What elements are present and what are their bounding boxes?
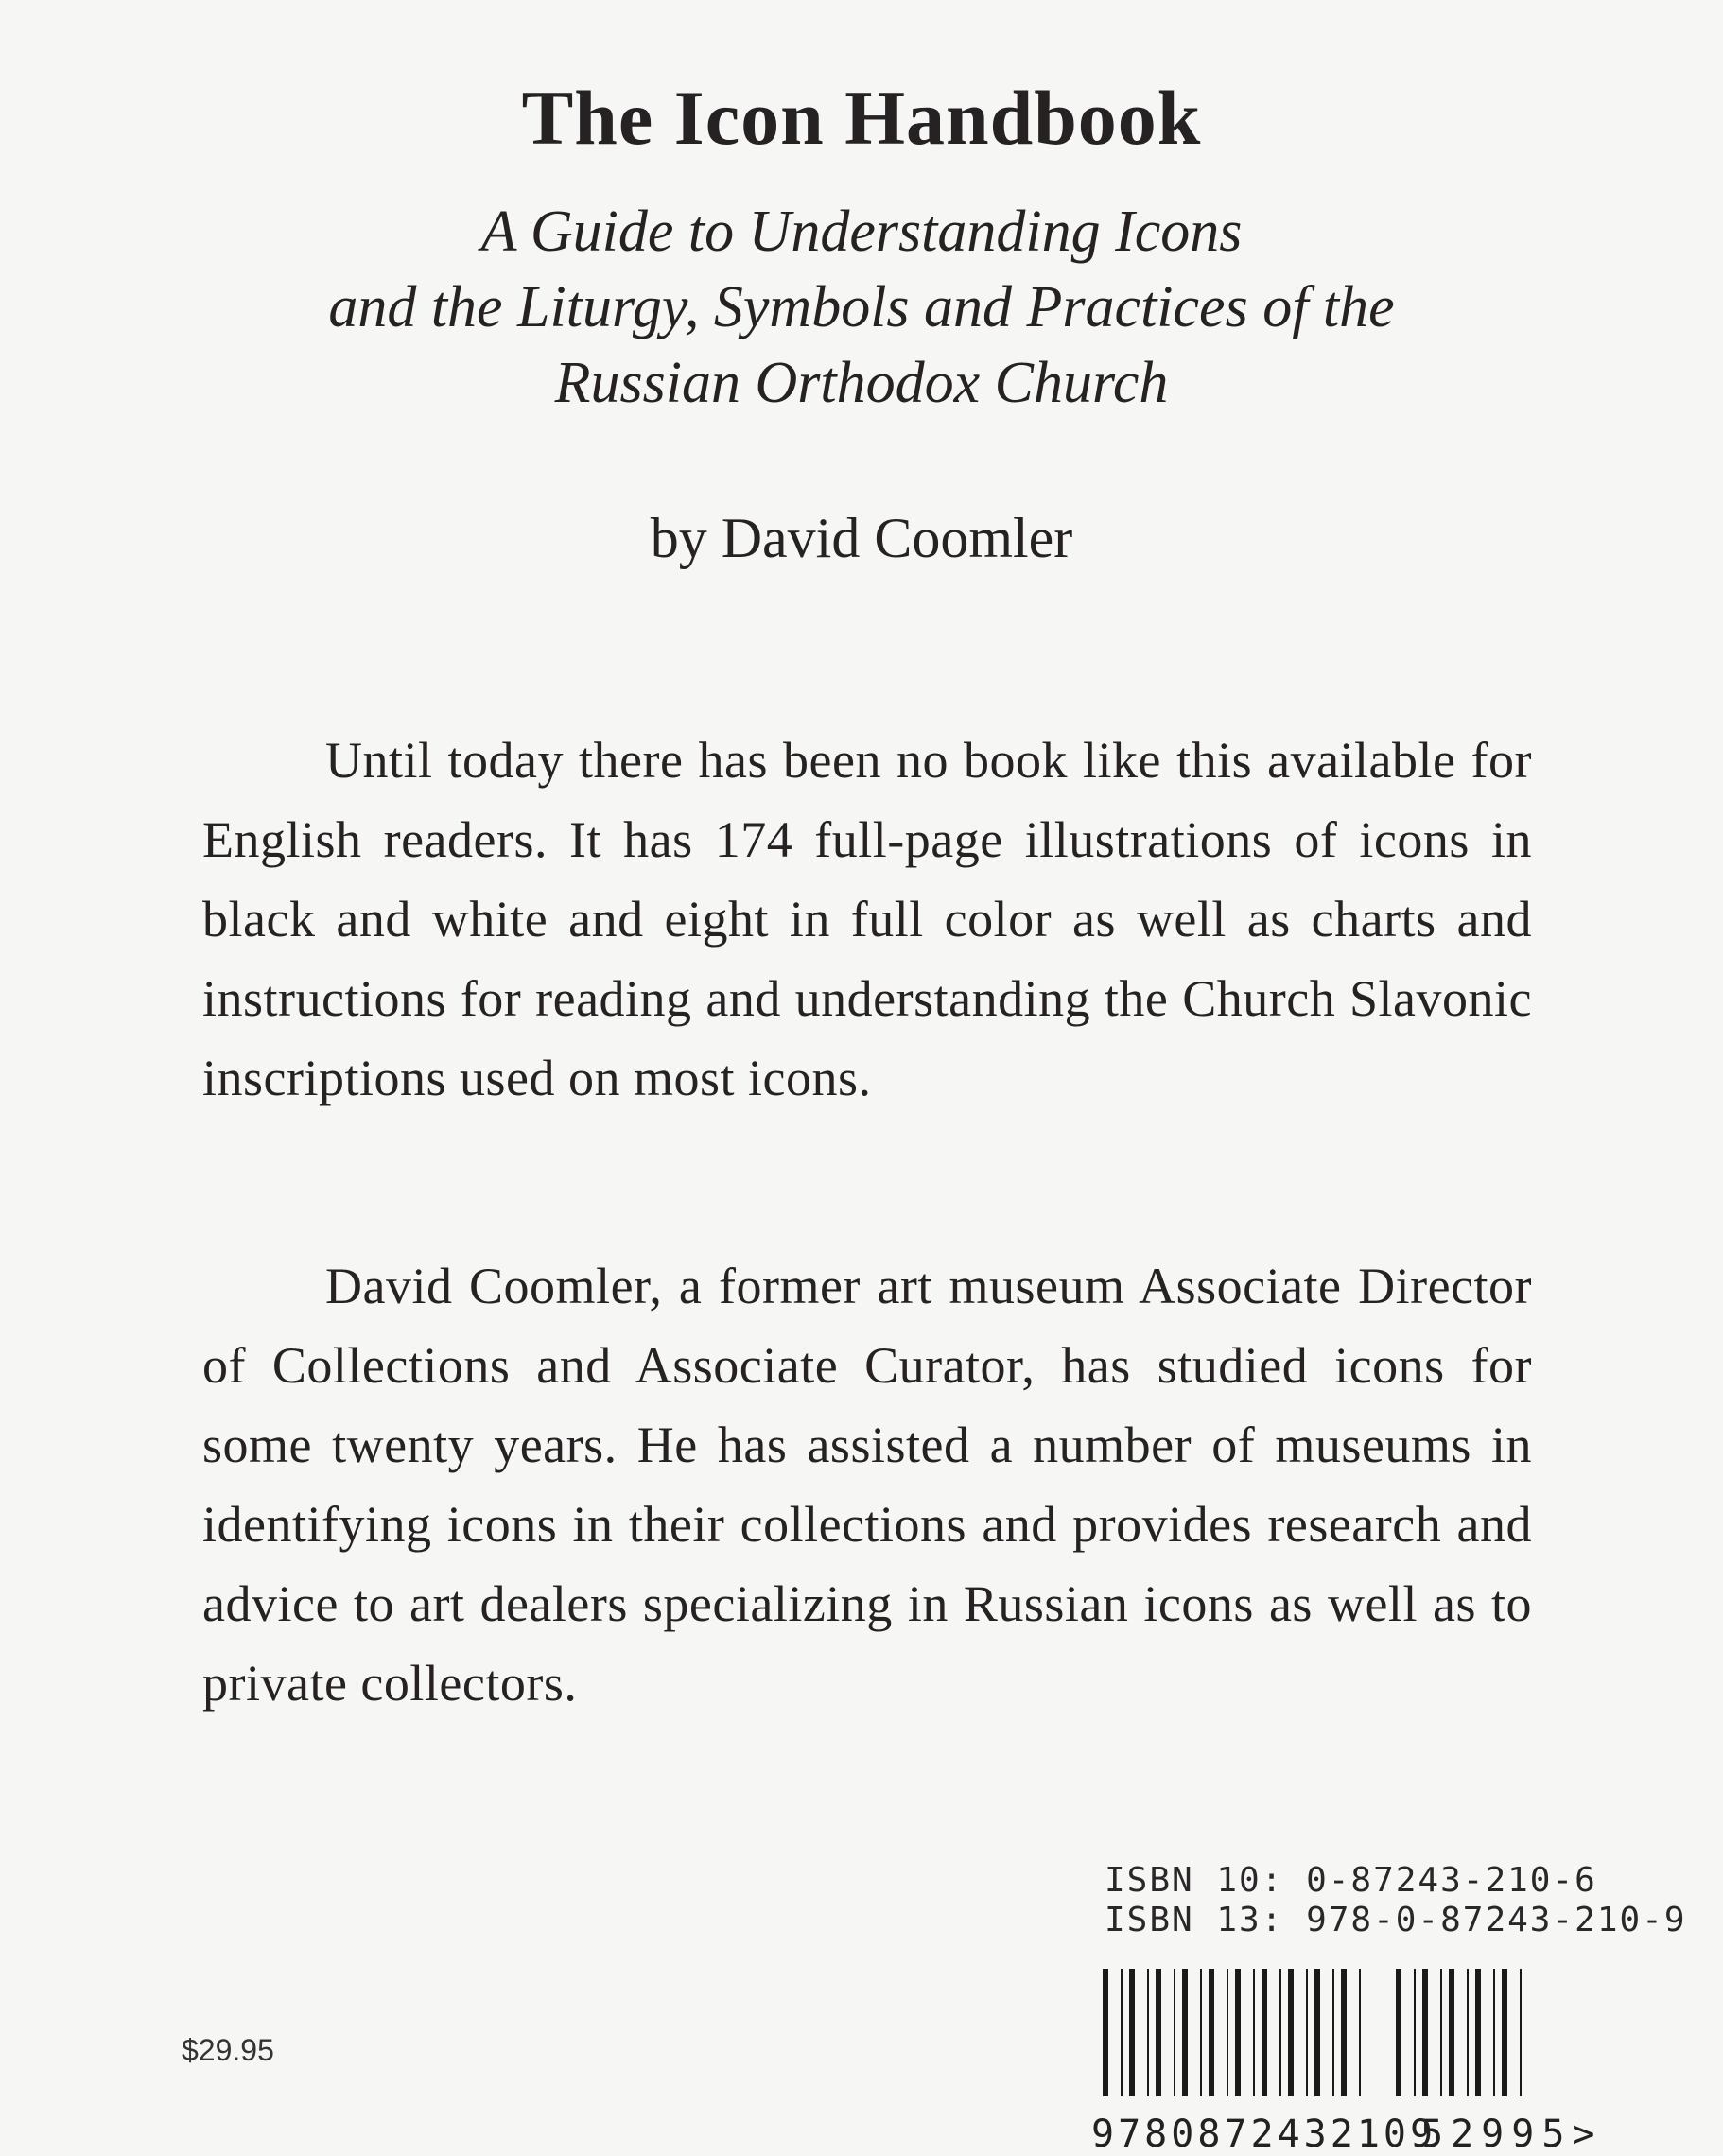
barcode-bar [1502,1969,1507,2096]
barcode-bar [1306,1969,1308,2096]
barcode-bar [1440,1969,1442,2096]
price: $29.95 [182,2033,274,2067]
barcode [1088,1948,1723,2156]
barcode-bar [1520,1969,1522,2096]
barcode-bar [1396,1969,1401,2096]
author-byline: by David Coomler [650,507,1073,569]
barcode-bar [1253,1969,1255,2096]
barcode-bar [1422,1969,1428,2096]
barcode-bar [1449,1969,1454,2096]
barcode-bar [1103,1969,1108,2096]
isbn-10: ISBN 10: 0-87243-210-6 [1105,1861,1597,1900]
barcode-main-digits: 9780872432109 [1091,2113,1437,2156]
author-bio-paragraph: David Coomler, a former art museum Associate Director of Collections and Associate Curator, has studied icons for some twenty years. He has assisted a number of museums in identifying icons in their collections and provides research and advice to art dealers specializing in Russian icons as well as to private collectors. [202,1258,1532,1712]
description-paragraph: Until today there has been no book like this available for English readers. It has 174 full-page illustrations of icons in black and white and eight in full color as well as charts and instructions for reading and understanding the Church Slavonic inscriptions used on most icons. [202,732,1532,1106]
barcode-bar [1359,1969,1361,2096]
barcode-addon-digits: 52995> [1420,2113,1603,2156]
barcode-bar [1475,1969,1481,2096]
subtitle-line: A Guide to Understanding Icons [480,200,1243,264]
barcode-bar [1414,1969,1416,2096]
barcode-bar [1341,1969,1347,2096]
barcode-bar [1227,1969,1228,2096]
barcode-addon-bars [1396,1969,1522,2096]
subtitle-line: and the Liturgy, Symbols and Practices of the [328,275,1395,339]
barcode-bar [1182,1969,1188,2096]
barcode-bar [1174,1969,1175,2096]
barcode-bar [1493,1969,1495,2096]
barcode-bar [1147,1969,1149,2096]
barcode-bar [1121,1969,1123,2096]
barcode-bar [1209,1969,1214,2096]
subtitle-line: Russian Orthodox Church [554,351,1169,415]
barcode-bar [1332,1969,1334,2096]
barcode-bar [1262,1969,1267,2096]
barcode-bar [1129,1969,1135,2096]
isbn-13: ISBN 13: 978-0-87243-210-9 [1105,1901,1687,1939]
barcode-bar [1156,1969,1161,2096]
barcode-bar [1314,1969,1320,2096]
book-title: The Icon Handbook [521,75,1202,161]
barcode-bar [1200,1969,1202,2096]
barcode-bar [1235,1969,1241,2096]
barcode-bar [1467,1969,1469,2096]
barcode-bar [1288,1969,1294,2096]
barcode-main-bars [1103,1969,1361,2096]
book-subtitle [0,194,1723,421]
barcode-bar [1279,1969,1281,2096]
